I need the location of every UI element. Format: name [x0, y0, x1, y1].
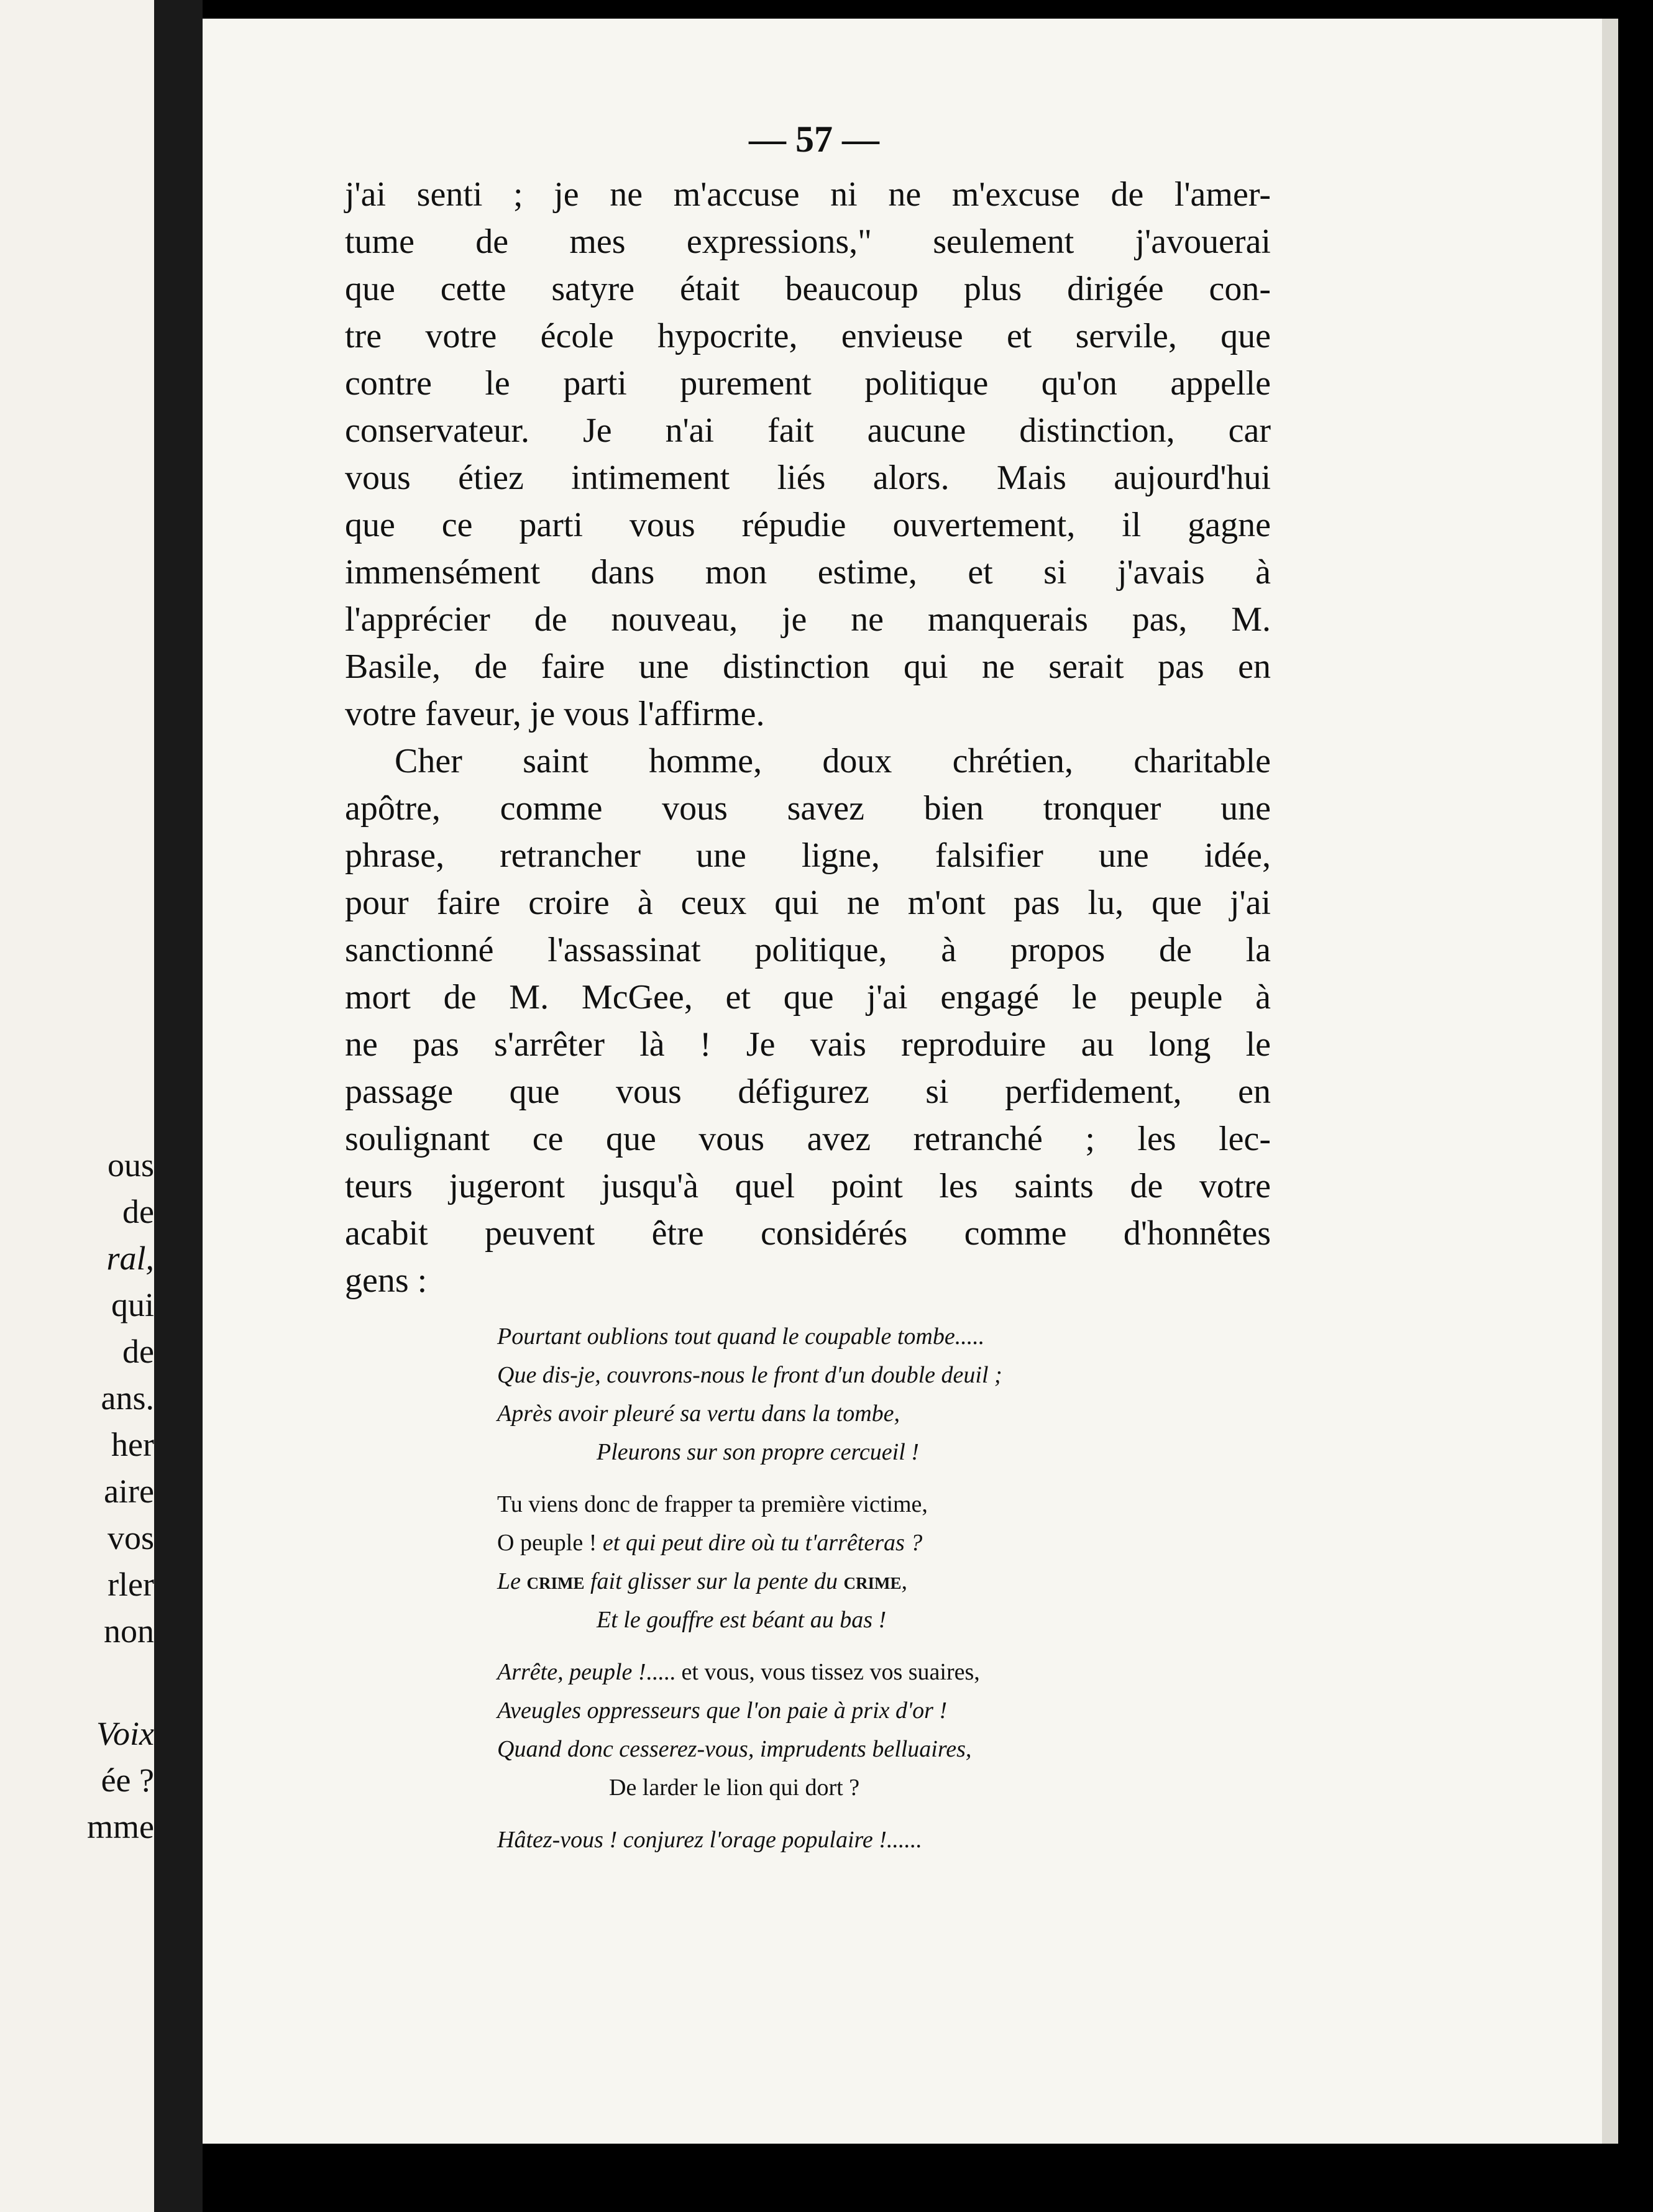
- poem-line: [497, 1653, 1274, 1691]
- text-line: j'ai senti ; je ne m'accuse ni ne m'excuse de l'amer-: [345, 175, 1271, 214]
- margin-fragment: her: [111, 1426, 154, 1463]
- poem-line: Pourtant oublions tout quand le coupable tombe.....: [497, 1323, 985, 1350]
- text-line: phrase, retrancher une ligne, falsifier une idée,: [345, 836, 1271, 875]
- poem-line: Tu viens donc de frapper ta première victime,: [497, 1491, 928, 1517]
- crime-word: crime: [526, 1568, 585, 1594]
- margin-fragment: Voix: [96, 1715, 154, 1752]
- text-line: teurs jugeront jusqu'à quel point les saints de votre: [345, 1167, 1271, 1205]
- poem-text: O peuple !: [497, 1530, 603, 1556]
- margin-fragment: ée ?: [101, 1762, 154, 1799]
- underlined-passage: Arrête, peuple !: [497, 1659, 646, 1685]
- text-line: votre faveur, je vous l'affirme.: [345, 695, 765, 733]
- text-line: l'apprécier de nouveau, je ne manquerais pas, M.: [345, 600, 1271, 639]
- text-line: soulignant ce que vous avez retranché ; les lec-: [345, 1120, 1271, 1158]
- text-line: ne pas s'arrêter là ! Je vais reproduire au long le: [345, 1025, 1271, 1064]
- text-line: passage que vous défigurez si perfidement, en: [345, 1072, 1271, 1111]
- poem-line: Et le gouffre est béant au bas !: [597, 1607, 887, 1633]
- poem-line: Aveugles oppresseurs que l'on paie à prix d'or !: [497, 1698, 948, 1724]
- text-line: apôtre, comme vous savez bien tronquer une: [345, 789, 1271, 828]
- text-line: pour faire croire à ceux qui ne m'ont pas lu, que j'ai: [345, 884, 1271, 922]
- quoted-poem: [497, 1317, 1274, 1859]
- text-line: tre votre école hypocrite, envieuse et servile, que: [345, 317, 1271, 355]
- poem-line: Que dis-je, couvrons-nous le front d'un double deuil ;: [497, 1362, 1002, 1388]
- poem-line: [497, 1524, 1274, 1562]
- text-line: immensément dans mon estime, et si j'avais à: [345, 553, 1271, 592]
- poem-line: Après avoir pleuré sa vertu dans la tombe,: [497, 1401, 900, 1427]
- margin-fragment: mme: [87, 1808, 154, 1845]
- text-line: sanctionné l'assassinat politique, à propos de la: [345, 931, 1271, 969]
- text-line: contre le parti purement politique qu'on appelle: [345, 364, 1271, 403]
- page-number: — 57 —: [749, 119, 879, 160]
- text-line: conservateur. Je n'ai fait aucune distinction, car: [345, 411, 1271, 450]
- poem-line: Quand donc cesserez-vous, imprudents belluaires,: [497, 1736, 972, 1762]
- margin-fragment: ral,: [106, 1240, 154, 1277]
- margin-fragment: de: [122, 1193, 154, 1230]
- binding-gutter: [154, 0, 203, 2212]
- text-line: Cher saint homme, doux chrétien, charitable: [395, 742, 1271, 780]
- text-line: acabit peuvent être considérés comme d'honnêtes: [345, 1214, 1271, 1253]
- margin-fragment: de: [122, 1333, 154, 1370]
- crime-word: crime: [843, 1568, 902, 1594]
- poem-text: Le: [497, 1568, 527, 1594]
- underlined-passage: et qui peut dire où tu t'arrêteras ?: [602, 1530, 923, 1556]
- margin-fragment: non: [104, 1612, 154, 1650]
- poem-line: [497, 1562, 1274, 1601]
- poem-line: Pleurons sur son propre cercueil !: [597, 1439, 919, 1465]
- text-line: mort de M. McGee, et que j'ai engagé le peuple à: [345, 978, 1271, 1017]
- margin-fragment: ous: [107, 1146, 154, 1184]
- margin-fragment: aire: [104, 1473, 154, 1510]
- margin-fragment: ans.: [101, 1379, 154, 1417]
- page-edge: [1602, 19, 1618, 2144]
- text-line: vous étiez intimement liés alors. Mais aujourd'hui: [345, 459, 1271, 497]
- text-line: gens :: [345, 1261, 428, 1300]
- body-text: [345, 171, 1271, 1304]
- margin-fragment: qui: [111, 1286, 154, 1323]
- margin-fragment: rler: [108, 1566, 154, 1603]
- poem-text: fait glisser sur la pente du: [584, 1568, 844, 1594]
- previous-page-edge: [0, 0, 154, 2212]
- text-line: que ce parti vous répudie ouvertement, il gagne: [345, 506, 1271, 544]
- text-line: que cette satyre était beaucoup plus dirigée con-: [345, 270, 1271, 308]
- poem-text: ..... et vous, vous tissez vos suaires,: [646, 1659, 980, 1685]
- poem-text: ,: [901, 1568, 907, 1594]
- margin-fragment: vos: [107, 1519, 154, 1556]
- text-line: Basile, de faire une distinction qui ne serait pas en: [345, 647, 1271, 686]
- poem-line: De larder le lion qui dort ?: [609, 1775, 860, 1801]
- poem-line: Hâtez-vous ! conjurez l'orage populaire !......: [497, 1827, 922, 1853]
- text-line: tume de mes expressions," seulement j'avouerai: [345, 222, 1271, 261]
